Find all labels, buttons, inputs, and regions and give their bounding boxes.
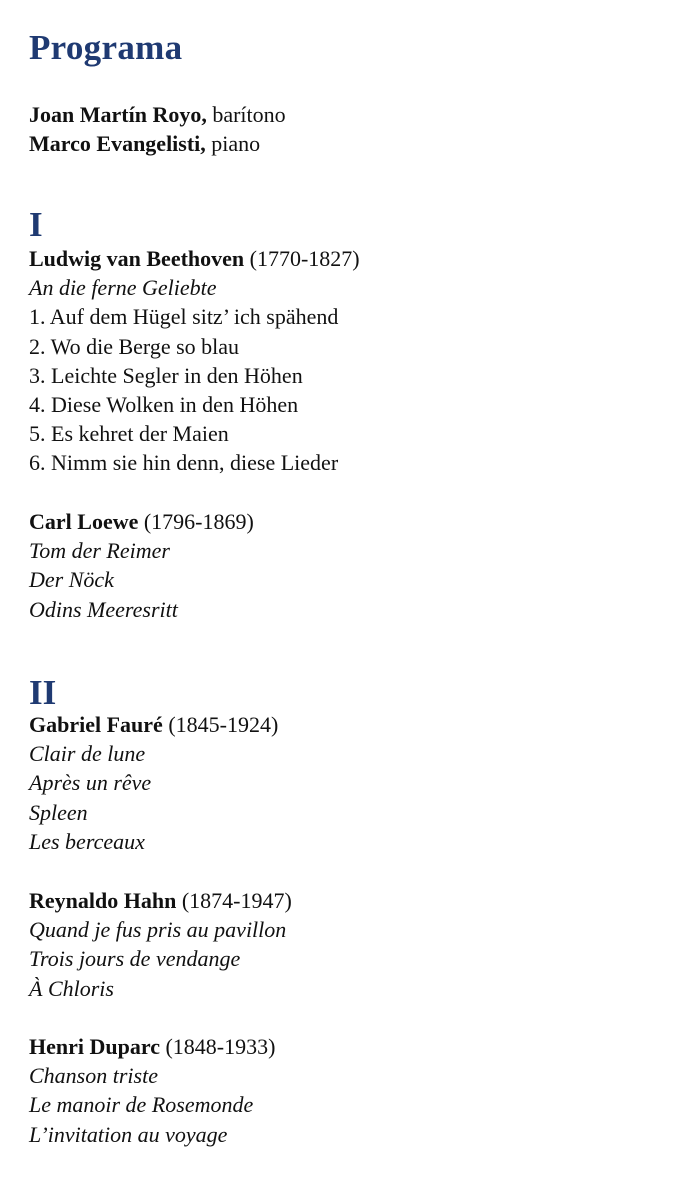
- song-item: 3. Leichte Segler in den Höhen: [29, 362, 303, 388]
- work-title: Quand je fus pris au pavillon: [29, 917, 287, 943]
- work-title: Odins Meeresritt: [29, 596, 178, 622]
- composer-dates: (1796-1869): [143, 509, 254, 534]
- composer-dates: (1848-1933): [165, 1034, 276, 1059]
- work-title: Clair de lune: [29, 741, 146, 767]
- work-title: L’invitation au voyage: [29, 1121, 228, 1147]
- composer-name: Henri Duparc: [29, 1034, 160, 1059]
- work-title: Tom der Reimer: [29, 538, 170, 564]
- work-title: Trois jours de vendange: [29, 946, 241, 972]
- composer-group-beethoven: [29, 244, 360, 478]
- composer-line: [29, 507, 254, 536]
- composer-line: [29, 1032, 275, 1061]
- song-item: 6. Nimm sie hin denn, diese Lieder: [29, 450, 339, 476]
- performer-1: [29, 100, 286, 129]
- work-title: Spleen: [29, 799, 88, 825]
- work-title: Chanson triste: [29, 1063, 158, 1089]
- work-title: An die ferne Geliebte: [29, 275, 217, 301]
- section-i: [29, 207, 43, 242]
- composer-group-faure: [29, 710, 278, 856]
- section-numeral: II: [29, 673, 57, 712]
- performer-name: Marco Evangelisti,: [29, 131, 206, 157]
- composer-group-hahn: [29, 886, 292, 1003]
- composer-line: [29, 710, 278, 739]
- work-title: Les berceaux: [29, 828, 145, 854]
- performer-role: piano: [211, 131, 261, 157]
- performer-role: barítono: [212, 102, 286, 127]
- composer-group-duparc: [29, 1032, 275, 1149]
- composer-name: Reynaldo Hahn: [29, 888, 177, 913]
- work-title: À Chloris: [29, 975, 114, 1001]
- composer-name: Carl Loewe: [29, 509, 139, 534]
- composer-line: [29, 886, 292, 915]
- song-item: 2. Wo die Berge so blau: [29, 333, 240, 359]
- composer-dates: (1845-1924): [168, 712, 279, 737]
- section-ii: [29, 675, 56, 710]
- section-numeral: I: [29, 205, 43, 244]
- work-title: Après un rêve: [29, 770, 152, 796]
- performer-2: [29, 129, 286, 158]
- song-item: 1. Auf dem Hügel sitz’ ich spähend: [29, 304, 339, 330]
- work-title: Le manoir de Rosemonde: [29, 1092, 254, 1118]
- composer-name: Gabriel Fauré: [29, 712, 163, 737]
- page-title: Programa: [29, 28, 183, 67]
- composer-name: Ludwig van Beethoven: [29, 246, 245, 271]
- composer-dates: (1874-1947): [181, 888, 292, 913]
- performer-name: Joan Martín Royo,: [29, 102, 207, 127]
- composer-dates: (1770-1827): [249, 246, 360, 271]
- song-item: 4. Diese Wolken in den Höhen: [29, 392, 299, 418]
- work-title: Der Nöck: [29, 567, 114, 593]
- performers: [29, 100, 286, 158]
- composer-line: [29, 244, 360, 273]
- composer-group-loewe: [29, 507, 254, 624]
- song-item: 5. Es kehret der Maien: [29, 421, 229, 447]
